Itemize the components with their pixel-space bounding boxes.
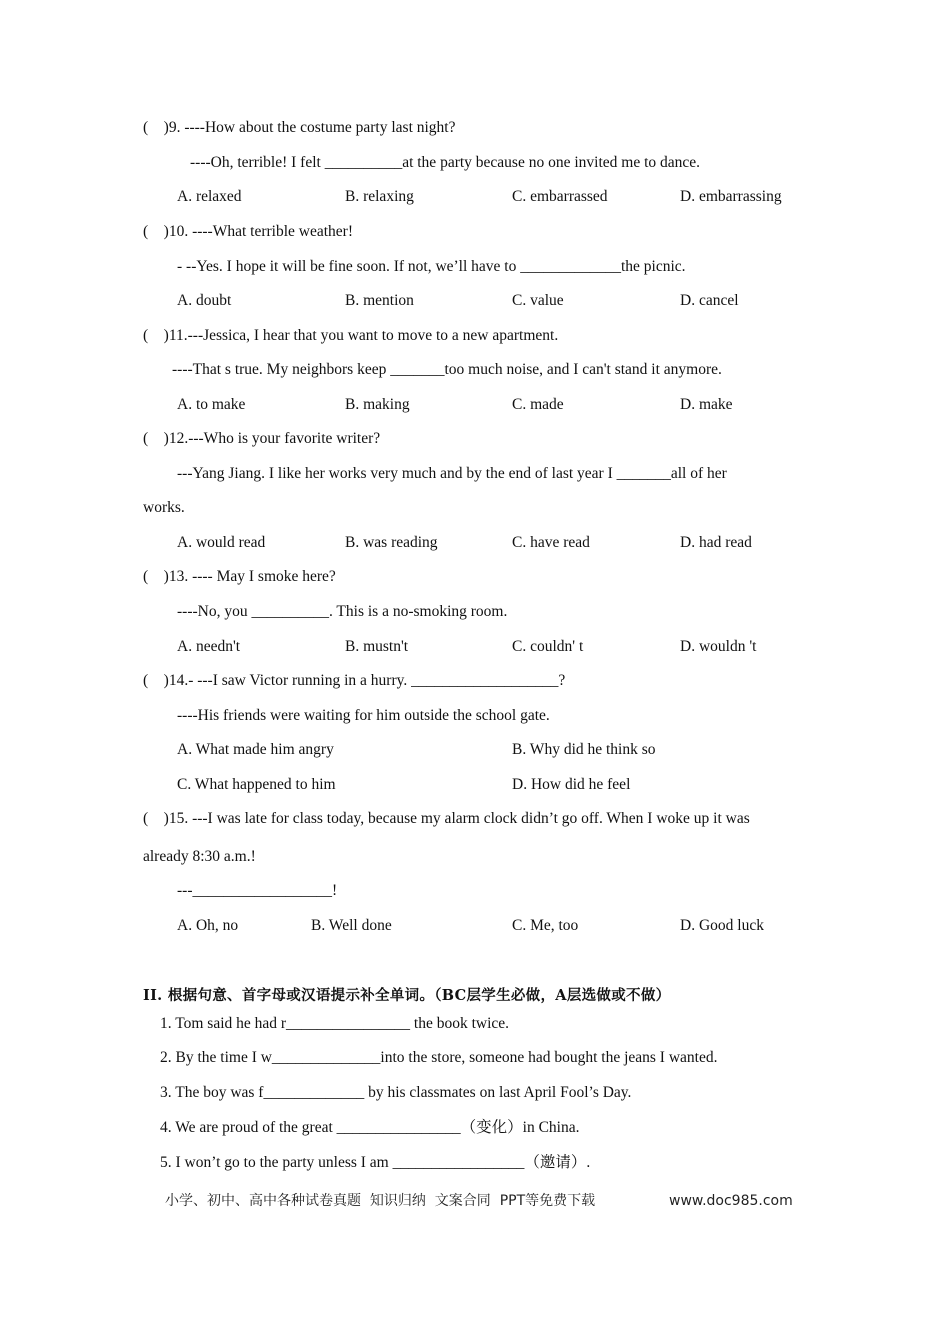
q14-option-b: B. Why did he think so [512,741,656,758]
q13-option-a: A. needn't [177,638,241,655]
footer-url[interactable]: www.doc985.com [669,1193,793,1209]
q10-dialogue: - --Yes. I hope it will be fine soon. If not, we’ll have to _____________the picnic. [177,258,686,275]
q9-option-c: C. embarrassed [512,188,608,205]
q11-dialogue: ----That s true. My neighbors keep _______too much noise, and I can't stand it anymore. [172,361,722,378]
q10-option-c: C. value [512,292,564,309]
fill-item-4: 4. We are proud of the great ________________（变化）in China. [160,1119,580,1136]
q12-option-d: D. had read [680,534,752,551]
q12-option-b: B. was reading [345,534,438,551]
fill-item-2: 2. By the time I w______________into the store, someone had bought the jeans I wanted. [160,1049,718,1066]
q12-dialogue: ---Yang Jiang. I like her works very much and by the end of last year I _______all of her [177,465,727,482]
section-2-heading: II. 根据句意、首字母或汉语提示补全单词。（BC层学生必做，A层选做或不做） [143,987,671,1004]
q15-dialogue: ---__________________! [177,882,338,899]
q15-option-a: A. Oh, no [177,917,239,934]
q13-option-d: D. wouldn 't [680,638,757,655]
q11-option-a: A. to make [177,396,246,413]
q11-option-b: B. making [345,396,410,413]
q15-stem: ( )15. ---I was late for class today, because my alarm clock didn’t go off. When I woke up it was [143,810,750,827]
q13-option-c: C. couldn' t [512,638,584,655]
q9-stem: ( )9. ----How about the costume party last night? [143,119,456,136]
q11-option-d: D. make [680,396,733,413]
q12-dialogue-cont: works. [143,499,185,516]
q9-option-b: B. relaxing [345,188,414,205]
footer-text: 小学、初中、高中各种试卷真题 知识归纳 文案合同 PPT等免费下载 [165,1193,596,1209]
fill-item-5: 5. I won’t go to the party unless I am _________________（邀请）. [160,1154,591,1171]
q13-option-b: B. mustn't [345,638,409,655]
q14-stem: ( )14.- ---I saw Victor running in a hurry. ___________________? [143,672,566,689]
q15-option-c: C. Me, too [512,917,579,934]
fill-item-1: 1. Tom said he had r________________ the book twice. [160,1015,510,1032]
q9-dialogue: ----Oh, terrible! I felt __________at the party because no one invited me to dance. [190,154,701,171]
q15-option-d: D. Good luck [680,917,764,934]
q9-option-d: D. embarrassing [680,188,782,205]
q12-stem: ( )12.---Who is your favorite writer? [143,430,381,447]
q12-option-a: A. would read [177,534,266,551]
q14-option-c: C. What happened to him [177,776,336,793]
q11-stem: ( )11.---Jessica, I hear that you want to move to a new apartment. [143,327,559,344]
q14-option-d: D. How did he feel [512,776,631,793]
q12-option-c: C. have read [512,534,590,551]
q10-option-a: A. doubt [177,292,232,309]
q13-stem: ( )13. ---- May I smoke here? [143,568,336,585]
q14-dialogue: ----His friends were waiting for him outside the school gate. [177,707,550,724]
fill-item-3: 3. The boy was f_____________ by his classmates on last April Fool’s Day. [160,1084,632,1101]
q13-dialogue: ----No, you __________. This is a no-smoking room. [177,603,508,620]
q11-option-c: C. made [512,396,564,413]
q15-stem-cont: already 8:30 a.m.! [143,848,256,865]
q9-option-a: A. relaxed [177,188,242,205]
q10-option-d: D. cancel [680,292,739,309]
q10-stem: ( )10. ----What terrible weather! [143,223,353,240]
q10-option-b: B. mention [345,292,414,309]
q15-option-b: B. Well done [311,917,392,934]
q14-option-a: A. What made him angry [177,741,334,758]
